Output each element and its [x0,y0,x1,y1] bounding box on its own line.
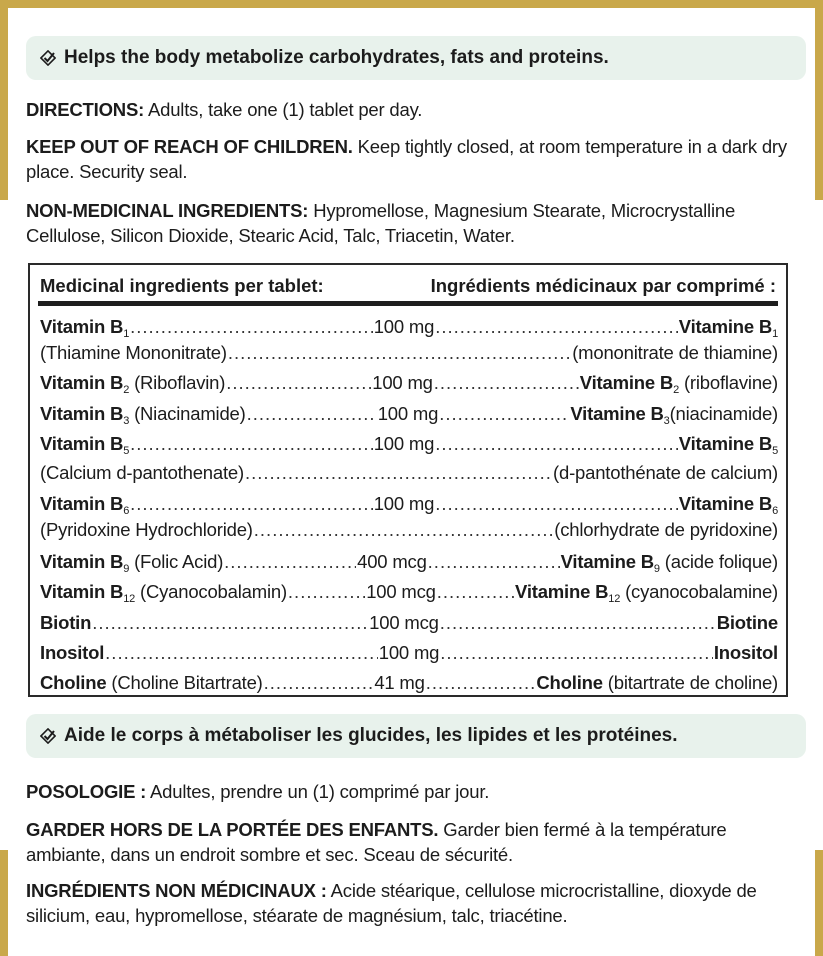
table-row-source [40,342,778,368]
dot-leader [434,372,579,394]
banner-en-text: Helps the body metabolize carbohydrates, fats and proteins. [64,47,609,68]
fr-subscript: 9 [653,563,660,575]
keep-out-en [26,134,806,184]
dot-leader [245,462,552,484]
table-row [40,672,778,698]
dot-leader [435,433,678,455]
table-row [40,372,778,398]
amount: 100 mg [373,433,435,454]
table-row-source [40,462,778,488]
fr-ingredient: Choline [536,672,603,693]
fr-extra: (niacinamide) [669,403,779,424]
en-subscript: 12 [123,593,136,605]
en-subscript: 1 [123,328,130,340]
amount: 41 mg [374,672,425,693]
fr-subscript: 2 [673,384,679,396]
fr-extra: (bitartrate de choline) [607,672,778,693]
keep-out-fr-label: GARDER HORS DE LA PORTÉE DES ENFANTS. [26,819,439,840]
en-source: (Calcium d-pantothenate) [40,462,244,483]
fr-extra: (riboflavine) [683,372,778,393]
fr-subscript: 6 [772,505,778,517]
amount: 100 mg [377,403,439,424]
nonmed-en-label: NON-MEDICINAL INGREDIENTS: [26,200,309,221]
en-ingredient: Inositol [40,642,105,663]
table-row [40,433,778,459]
directions-fr [26,779,806,804]
en-ingredient: Biotin [40,612,92,633]
checkmark-diamond-icon [40,728,56,744]
banner-fr-text: Aide le corps à métaboliser les glucides, les lipides et les protéines. [64,725,678,746]
dot-leader [247,403,377,425]
keep-out-en-label: KEEP OUT OF REACH OF CHILDREN. [26,136,353,157]
nonmed-fr [26,878,806,928]
en-extra: (Cyanocobalamin) [139,581,287,602]
gold-frame-top [0,0,823,8]
fr-extra: (cyanocobalamine) [625,581,778,602]
en-ingredient: Vitamin B [40,316,124,337]
directions-fr-label: POSOLOGIE : [26,781,147,802]
en-ingredient: Vitamin B [40,433,124,454]
en-subscript: 5 [123,445,130,457]
table-header [40,271,776,297]
table-row [40,642,778,668]
fr-ingredient: Vitamine B [560,551,654,572]
dot-leader [437,581,514,603]
en-subscript: 3 [123,415,130,427]
nonmed-en-text: Hypromellose, Magnesium Stearate, Microcrystalline Cellulose, Silicon Dioxide, Stearic Acid, Talc, Triacetin, Water. [26,200,736,246]
en-ingredient: Vitamin B [40,493,124,514]
gold-frame-left [0,0,8,200]
table-header-fr: Ingrédients médicinaux par comprimé : [430,275,776,296]
dot-leader [428,551,560,573]
gold-frame-right-bottom [815,850,823,956]
en-ingredient: Vitamin B [40,403,124,424]
fr-ingredient: Vitamine B [579,372,674,393]
fr-subscript: 3 [663,415,670,427]
amount: 100 mg [378,642,440,663]
fr-source: (d-pantothénate de calcium) [553,462,778,483]
dot-leader [105,642,378,664]
table-row [40,551,778,577]
fr-ingredient: Biotine [716,612,778,633]
banner-fr [26,714,806,758]
en-extra: (Riboflavin) [134,372,226,393]
keep-out-fr [26,817,806,867]
amount: 100 mcg [366,581,436,602]
dot-leader [228,342,571,364]
en-extra: (Niacinamide) [134,403,246,424]
fr-ingredient: Vitamine B [678,433,773,454]
dot-leader [130,433,373,455]
table-row [40,612,778,638]
table-row [40,581,778,607]
gold-frame-left-bottom [0,850,8,956]
directions-en-label: DIRECTIONS: [26,99,145,120]
en-ingredient: Vitamin B [40,372,124,393]
en-extra: (Choline Bitartrate) [111,672,263,693]
header-divider [38,301,778,306]
amount: 400 mcg [357,551,427,572]
table-row [40,316,778,342]
directions-en-text: Adults, take one (1) tablet per day. [147,99,423,120]
fr-subscript: 1 [772,328,778,340]
fr-extra: (acide folique) [664,551,778,572]
fr-source: (mononitrate de thiamine) [572,342,778,363]
nonmed-fr-label: INGRÉDIENTS NON MÉDICINAUX : [26,880,327,901]
dot-leader [224,551,356,573]
amount: 100 mg [372,372,433,393]
en-ingredient: Vitamin B [40,581,124,602]
dot-leader [439,403,569,425]
amount: 100 mg [373,316,435,337]
nonmed-fr-text: Acide stéarique, cellulose microcristalline, dioxyde de silicium, eau, hypromellose, stéarate de magnésium, talc, triacétine. [26,880,757,926]
amount: 100 mcg [369,612,439,633]
checkmark-diamond-icon [40,50,56,66]
gold-frame-right [815,0,823,200]
fr-source: (chlorhydrate de pyridoxine) [554,519,778,540]
dot-leader [435,493,678,515]
en-source: (Thiamine Mononitrate) [40,342,227,363]
keep-out-fr-text: Garder bien fermé à la température ambiante, dans un endroit sombre et sec. Sceau de sécurité. [26,819,727,865]
fr-ingredient: Vitamine B [678,316,773,337]
fr-ingredient: Inositol [713,642,778,663]
dot-leader [264,672,374,694]
dot-leader [440,642,713,664]
en-subscript: 6 [123,505,130,517]
dot-leader [226,372,371,394]
banner-en [26,36,806,80]
fr-subscript: 12 [608,593,621,605]
en-source: (Pyridoxine Hydrochloride) [40,519,253,540]
nonmed-en [26,198,806,248]
en-extra: (Folic Acid) [134,551,224,572]
keep-out-en-text: Keep tightly closed, at room temperature in a dark dry place. Security seal. [26,136,787,182]
fr-ingredient: Vitamine B [570,403,664,424]
fr-ingredient: Vitamine B [515,581,609,602]
dot-leader [440,612,716,634]
dot-leader [92,612,368,634]
en-ingredient: Choline [40,672,107,693]
table-row [40,403,778,429]
table-row-source [40,519,778,545]
label-panel [8,8,815,956]
table-row [40,493,778,519]
fr-subscript: 5 [772,445,778,457]
table-header-en: Medicinal ingredients per tablet: [40,275,324,296]
amount: 100 mg [373,493,435,514]
en-subscript: 9 [123,563,130,575]
dot-leader [426,672,536,694]
directions-fr-text: Adultes, prendre un (1) comprimé par jour. [150,781,490,802]
en-ingredient: Vitamin B [40,551,124,572]
dot-leader [130,493,373,515]
dot-leader [435,316,678,338]
directions-en [26,97,806,122]
fr-ingredient: Vitamine B [678,493,773,514]
dot-leader [130,316,373,338]
dot-leader [254,519,554,541]
dot-leader [288,581,365,603]
en-subscript: 2 [123,384,130,396]
medicinal-ingredients-table [28,263,788,697]
